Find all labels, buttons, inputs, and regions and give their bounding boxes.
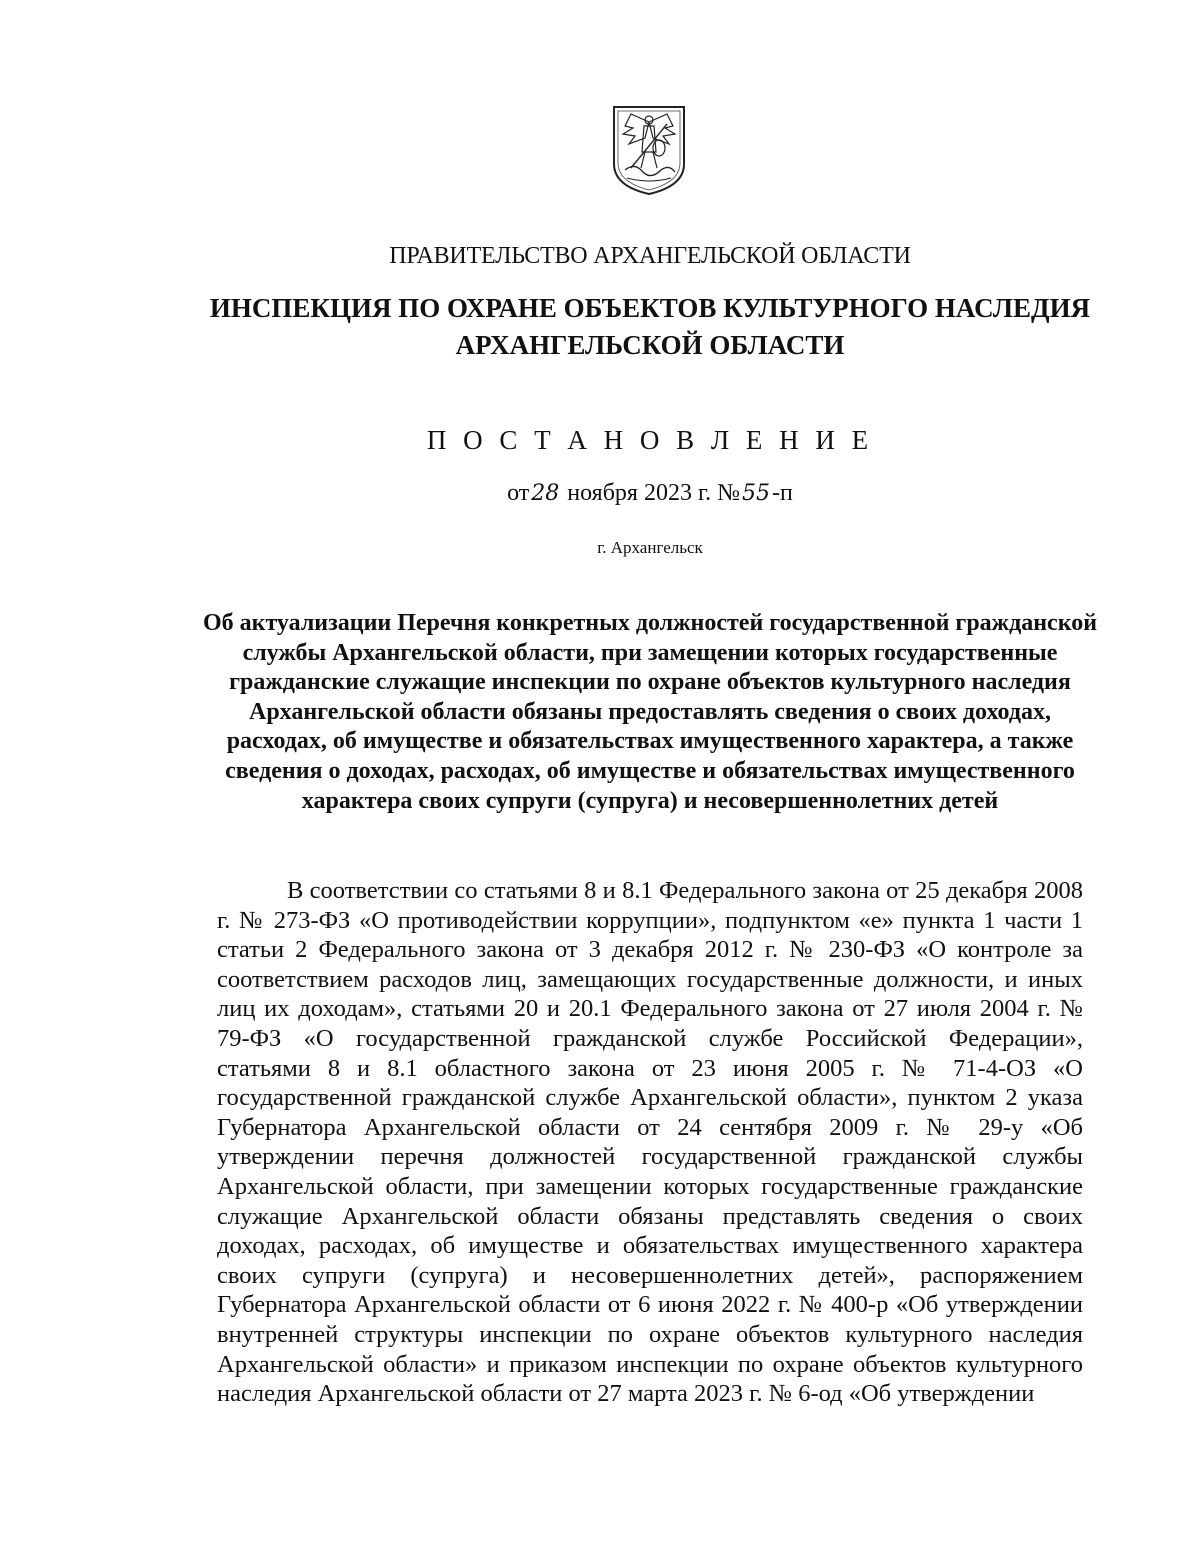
document-type: П О С Т А Н О В Л Е Н И Е — [426, 425, 874, 455]
document-body — [217, 876, 1083, 1409]
handwritten-number: 55 — [742, 481, 771, 506]
inspection-name — [200, 290, 1100, 364]
inspection-name-line1: ИНСПЕКЦИЯ ПО ОХРАНЕ ОБЪЕКТОВ КУЛЬТУРНОГО НАСЛЕДИЯ — [209, 293, 1091, 323]
date-text: ноября 2023 г. № — [567, 480, 741, 506]
handwritten-day: 28 — [531, 481, 560, 506]
coat-of-arms-icon — [611, 104, 687, 196]
date-prefix: от — [507, 480, 530, 506]
government-name: ПРАВИТЕЛЬСТВО АРХАНГЕЛЬСКОЙ ОБЛАСТИ — [389, 243, 911, 269]
body-paragraph: В соответствии со статьями 8 и 8.1 Федерального закона от 25 декабря 2008 г. № 273-ФЗ «О противодействии коррупции», подпунктом «е» пункта 1 части 1 статьи 2 Федерального закона от 3 декабря 2012 г. № 230-ФЗ «О контроле за соответствием расходов лиц, замещающих государственные должности, и иных лиц их доходам», статьями 20 и 20.1 Федерального закона от 27 июля 2004 г. № 79-ФЗ «О государственной гражданской службе Российской Федерации», статьями 8 и 8.1 областного закона от 23 июня 2005 г. № 71-4-ОЗ «О государственной гражданской службе Архангельской области», пунктом 2 указа Губернатора Архангельской области от 24 сентября 2009 г. № 29-у «Об утверждении перечня должностей государственной гражданской службы Архангельской области, при замещении которых государственные гражданские служащие Архангельской области обязаны представлять сведения о своих доходах, расходах, об имуществе и обязательствах имущественного характера своих супруги (супруга) и несовершеннолетних детей», распоряжением Губернатора Архангельской области от 6 июня 2022 г. № 400-р «Об утверждении внутренней структуры инспекции по охране объектов культурного наследия Архангельской области» и приказом инспекции по охране объектов культурного наследия Архангельской области от 27 марта 2023 г. № 6-од «Об утверждении — [217, 877, 1083, 1408]
document-dateline — [0, 480, 1200, 507]
inspection-name-line2: АРХАНГЕЛЬСКОЙ ОБЛАСТИ — [455, 330, 845, 360]
document-subject: Об актуализации Перечня конкретных должностей государственной гражданской службы Архангельской области, при замещении которых государственные гражданские служащие инспекции по охране объектов культурного наследия Архангельской области обязаны предоставлять сведения о своих доходах, расходах, об имуществе и обязательствах имущественного характера, а также сведения о доходах, расходах, об имуществе и обязательствах имущественного характера своих супруги (супруга) и несовершеннолетних детей — [202, 610, 1098, 814]
document-city: г. Архангельск — [597, 538, 703, 557]
number-suffix: -п — [772, 480, 793, 506]
coat-of-arms-emblem — [611, 104, 687, 196]
